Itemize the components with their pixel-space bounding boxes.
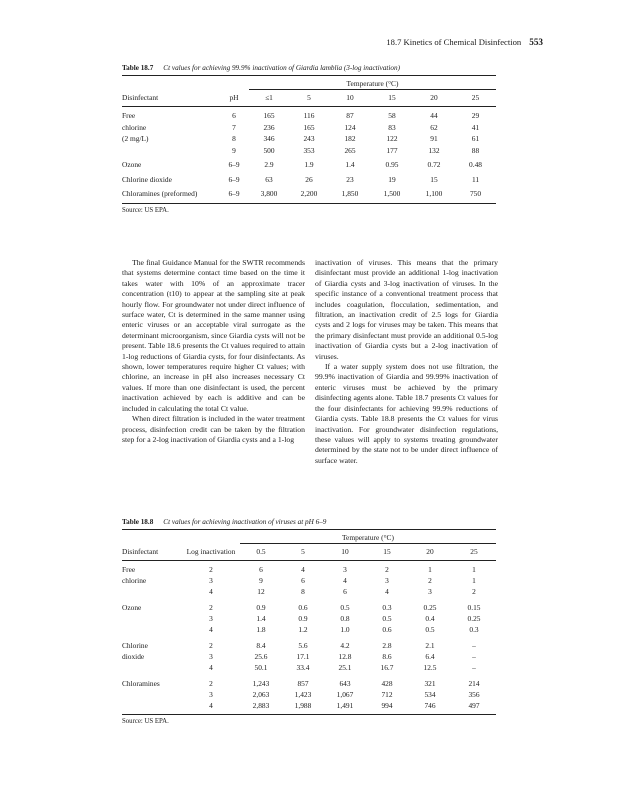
column-header: 10 xyxy=(341,547,349,556)
table-cell: 19 xyxy=(388,174,396,184)
table-cell: 0.5 xyxy=(382,614,392,623)
table-cell: 1,988 xyxy=(294,701,312,710)
table-cell: 124 xyxy=(344,122,356,132)
table-18-8 xyxy=(122,518,496,725)
row-label-cell: dioxide xyxy=(122,652,145,661)
table-cell: 1 xyxy=(472,576,476,585)
column-header-row xyxy=(122,90,496,107)
table-cell: 0.4 xyxy=(425,614,435,623)
column-header: 20 xyxy=(426,547,434,556)
table-cell: 11 xyxy=(471,174,480,184)
table-row xyxy=(122,575,496,586)
table-body xyxy=(122,107,496,203)
table-cell: 0.48 xyxy=(469,160,482,170)
table-cell: 265 xyxy=(344,145,356,155)
running-head xyxy=(386,37,543,47)
table-cell: 3 xyxy=(385,576,389,585)
table-cell: 165 xyxy=(303,122,315,132)
row-label-cell xyxy=(122,145,219,157)
table-cell: 243 xyxy=(303,134,315,144)
table-cell: 2,883 xyxy=(252,701,270,710)
table-cell: 353 xyxy=(303,145,315,155)
table-cell: 91 xyxy=(430,134,438,144)
column-header: 15 xyxy=(383,547,391,556)
table-cell: 16.7 xyxy=(380,663,394,672)
column-header: Disinfectant xyxy=(122,92,159,102)
table-row xyxy=(122,145,496,157)
table-cell: 0.3 xyxy=(469,625,479,634)
paragraph: If a water supply system does not use filtration, the 99.9% inactivation of Giardia and 99.99% inactivation of enteric viruses must be achieved by the primary disinfecting agents alone. Table 18.7 presents Ct values for the four disinfectants for achieving 99.9% reductions of Giardia cysts. Table 18.8 presents the Ct values for virus inactivation. For groundwater disinfection regulations, these values will apply to systems treating groundwater determined by the state not to be under direct influence of surface water. xyxy=(315,362,498,465)
table-cell: 0.5 xyxy=(340,603,350,612)
left-column xyxy=(122,258,305,445)
table-cell: 356 xyxy=(468,690,480,699)
table-cell: 2 xyxy=(209,679,213,688)
table-cell: 534 xyxy=(424,690,436,699)
table-cell: 122 xyxy=(386,134,398,144)
table-cell: 116 xyxy=(303,111,315,121)
table-cell: 712 xyxy=(381,690,393,699)
table-row xyxy=(122,624,496,635)
table-cell: 746 xyxy=(424,701,436,710)
table-cell: 3 xyxy=(209,614,213,623)
column-header-row xyxy=(122,544,496,561)
table-row xyxy=(122,689,496,700)
table-cell: 9 xyxy=(232,145,236,155)
table-cell: 2,063 xyxy=(252,690,270,699)
table-cell: 4 xyxy=(209,663,213,672)
table-cell: 0.95 xyxy=(385,160,399,170)
row-label-cell: Chloramines xyxy=(122,679,160,688)
table-cell: 50.1 xyxy=(254,663,268,672)
table-cell: 500 xyxy=(263,145,275,155)
table-cell: 3 xyxy=(209,576,213,585)
table-row xyxy=(122,662,496,673)
temperature-header: Temperature (°C) xyxy=(249,76,496,90)
table-row xyxy=(122,171,496,186)
table-cell: 4 xyxy=(209,587,213,596)
table-cell: 0.3 xyxy=(382,603,392,612)
paragraph: When direct filtration is included in the water treatment process, disinfection credit can be taken by the filtration step for a 2-log inactivation of Giardia cysts and a 1-log xyxy=(122,414,305,444)
table-cell: – xyxy=(472,652,476,661)
table-cell: 4.2 xyxy=(340,641,350,650)
table-cell: 7 xyxy=(232,122,236,132)
column-header: 20 xyxy=(430,93,438,102)
table-cell: 1 xyxy=(428,565,432,574)
table-cell: 1.2 xyxy=(298,625,308,634)
table-cell: 0.72 xyxy=(427,160,441,170)
column-header: 15 xyxy=(388,93,396,102)
row-label-cell xyxy=(122,700,182,714)
table-cell: 41 xyxy=(471,122,480,132)
table-cell: 1,850 xyxy=(341,189,359,199)
table-cell: 1,500 xyxy=(383,189,401,199)
table-cell: 643 xyxy=(339,679,351,688)
table-cell: 6 xyxy=(232,111,236,121)
table-cell: 83 xyxy=(388,122,396,132)
table-row xyxy=(122,700,496,714)
table-cell: 750 xyxy=(469,189,482,199)
table-cell: 6–9 xyxy=(228,160,240,170)
table-cell: 1.8 xyxy=(256,625,266,634)
table-cell: 2 xyxy=(472,587,476,596)
table-cell: 87 xyxy=(346,111,354,121)
table-cell: 182 xyxy=(344,134,356,144)
table-cell: 26 xyxy=(305,174,313,184)
table-cell: 428 xyxy=(381,679,393,688)
table-18-7-grid xyxy=(122,76,496,203)
column-header: 5 xyxy=(307,93,311,102)
column-header: 25 xyxy=(471,93,480,102)
table-cell: 62 xyxy=(430,122,438,132)
table-cell: 1.4 xyxy=(345,160,355,170)
table-row xyxy=(122,185,496,203)
table-cell: 2 xyxy=(209,603,213,612)
table-row xyxy=(122,156,496,171)
table-cell: 1,243 xyxy=(252,679,270,688)
table-cell: 3 xyxy=(209,652,213,661)
row-label-cell: Ozone xyxy=(122,603,142,612)
table-cell: 1,423 xyxy=(294,690,312,699)
table-18-7 xyxy=(122,64,496,214)
table-cell: 0.6 xyxy=(298,603,308,612)
table-cell: 2 xyxy=(428,576,432,585)
column-header: 10 xyxy=(346,93,354,102)
table-cell: 2,200 xyxy=(300,189,318,199)
table-cell: 497 xyxy=(468,701,480,710)
table-cell: 4 xyxy=(209,701,213,710)
table-cell: 4 xyxy=(385,587,389,596)
table-cell: 236 xyxy=(263,122,275,132)
table-cell: 61 xyxy=(471,134,480,144)
table-cell: 23 xyxy=(346,174,354,184)
table-cell: 2 xyxy=(385,565,389,574)
table-cell: 3 xyxy=(209,690,213,699)
table-cell: 1,100 xyxy=(425,189,443,199)
temperature-header: Temperature (°C) xyxy=(240,530,496,544)
table-cell: 165 xyxy=(263,111,275,121)
table-cell: – xyxy=(472,641,476,650)
paragraph: The final Guidance Manual for the SWTR recommends that systems determine contact time based on the time it takes water with 10% of an approximate tracer concentration (t10) to appear at the sampling site at peak hourly flow. For groundwater not under direct influence of surface water, Ct is determined in the same manner using enteric viruses or an acceptable viral surrogate as the determinant microorganism, since Giardia cysts will not be present. Table 18.6 presents the Ct values required to attain 1-log reductions of Giardia cysts, for four disinfectants. As shown, lower temperatures require higher Ct values; with chlorine, an increase in pH also increases necessary Ct values. If more than one disinfectant is used, the percent inactivation achieved by each is additive and can be included in calculating the total Ct value. xyxy=(122,258,305,413)
table-cell: 0.6 xyxy=(382,625,392,634)
table-cell: 0.9 xyxy=(298,614,308,623)
row-label-cell xyxy=(122,624,182,635)
table-18-7-caption-text: Ct values for achieving 99.9% inactivation of Giardia lamblia (3-log inactivation) xyxy=(163,64,400,72)
table-cell: 3 xyxy=(428,587,432,596)
table-cell: 6 xyxy=(301,576,305,585)
table-cell: 857 xyxy=(297,679,309,688)
table-row xyxy=(122,635,496,651)
table-cell: 8 xyxy=(301,587,305,596)
table-cell: 1.0 xyxy=(340,625,350,634)
table-cell: 6–9 xyxy=(228,189,240,199)
right-column xyxy=(315,258,498,466)
table-cell: 6.4 xyxy=(425,652,435,661)
table-cell: 12 xyxy=(257,587,265,596)
row-label-cell: Free xyxy=(122,565,136,574)
table-cell: 132 xyxy=(428,145,440,155)
table-cell: 1,491 xyxy=(336,701,354,710)
column-header: pH xyxy=(229,92,239,102)
row-label-cell: Chlorine xyxy=(122,641,148,650)
table-cell: 17.1 xyxy=(296,652,310,661)
table-18-8-caption xyxy=(122,518,496,526)
table-row xyxy=(122,597,496,613)
running-head-section: 18.7 Kinetics of Chemical Disinfection xyxy=(386,37,522,47)
table-cell: 0.9 xyxy=(256,603,266,612)
table-cell: 2 xyxy=(209,641,213,650)
table-cell: 6–9 xyxy=(228,174,240,184)
table-cell: 63 xyxy=(265,174,273,184)
table-cell: 33.4 xyxy=(296,663,310,672)
table-row xyxy=(122,133,496,145)
column-header: 5 xyxy=(301,547,305,556)
table-cell: 6 xyxy=(343,587,347,596)
table-cell: 88 xyxy=(471,145,480,155)
table-cell: 44 xyxy=(430,111,438,121)
table-18-8-grid xyxy=(122,530,496,714)
row-label-cell xyxy=(122,586,182,597)
table-cell: 4 xyxy=(209,625,213,634)
table-cell: 8 xyxy=(232,134,236,144)
row-label-cell xyxy=(122,689,182,700)
table-cell: 1.9 xyxy=(304,160,314,170)
table-cell: 2.1 xyxy=(425,641,435,650)
table-cell: 8.4 xyxy=(256,641,266,650)
row-label-cell: chlorine xyxy=(122,122,147,132)
table-cell: 4 xyxy=(343,576,347,585)
table-18-8-caption-text: Ct values for achieving inactivation of viruses at pH 6–9 xyxy=(163,518,327,526)
table-cell: 214 xyxy=(468,679,480,688)
table-cell: 9 xyxy=(259,576,263,585)
table-cell: 1.4 xyxy=(256,614,266,623)
table-row xyxy=(122,673,496,689)
table-cell: 0.5 xyxy=(425,625,435,634)
table-18-8-label: Table 18.8 xyxy=(122,518,154,526)
table-cell: 29 xyxy=(471,111,480,121)
table-cell: 12.5 xyxy=(423,663,437,672)
row-label-cell: Free xyxy=(122,111,136,121)
table-row xyxy=(122,107,496,122)
table-cell: 2.8 xyxy=(382,641,392,650)
table-cell: 5.6 xyxy=(298,641,308,650)
row-label-cell: Chlorine dioxide xyxy=(122,174,172,184)
table-18-8-source: Source: US EPA. xyxy=(122,718,169,725)
table-cell: 8.6 xyxy=(382,652,392,661)
table-bottom-rule xyxy=(122,203,496,204)
table-cell: 58 xyxy=(388,111,396,121)
table-cell: 12.8 xyxy=(338,652,352,661)
column-header: 25 xyxy=(470,547,478,556)
column-header: ≤1 xyxy=(265,93,273,102)
table-body xyxy=(122,561,496,715)
table-cell: – xyxy=(472,663,476,672)
table-cell: 0.25 xyxy=(423,603,437,612)
table-cell: 2 xyxy=(209,565,213,574)
table-18-7-caption xyxy=(122,64,496,72)
column-header: Disinfectant xyxy=(122,546,159,556)
table-cell: 2.9 xyxy=(264,160,274,170)
page-number: 553 xyxy=(529,37,543,47)
table-bottom-rule xyxy=(122,714,496,715)
row-label-cell: Ozone xyxy=(122,160,142,170)
table-row xyxy=(122,122,496,134)
table-cell: 3 xyxy=(343,565,347,574)
table-cell: 3,800 xyxy=(260,189,278,199)
table-cell: 0.25 xyxy=(467,614,481,623)
table-row xyxy=(122,561,496,576)
table-cell: 0.15 xyxy=(467,603,481,612)
table-row xyxy=(122,651,496,662)
row-label-cell: Chloramines (preformed) xyxy=(122,189,198,199)
paragraph: inactivation of viruses. This means that the primary disinfectant must provide an additional 1-log inactivation of Giardia cysts and 3-log inactivation of viruses. In the specific instance of a conventional treatment process that includes coagulation, flocculation, sedimentation, and filtration, an inactivation credit of 2.5 logs for Giardia cysts and 2 logs for viruses may be taken. This means that the primary disinfectant must provide an additional 0.5-log inactivation of Giardia cysts but a 2-log inactivation of viruses. xyxy=(315,258,498,361)
table-row xyxy=(122,586,496,597)
column-header: Log inactivation xyxy=(186,546,236,556)
table-cell: 1,067 xyxy=(336,690,354,699)
table-cell: 346 xyxy=(263,134,275,144)
table-row xyxy=(122,613,496,624)
table-cell: 1 xyxy=(472,565,476,574)
table-cell: 4 xyxy=(301,565,305,574)
row-label-cell: chlorine xyxy=(122,576,147,585)
table-cell: 25.6 xyxy=(254,652,268,661)
table-cell: 177 xyxy=(386,145,398,155)
table-18-7-source: Source: US EPA. xyxy=(122,206,169,214)
table-cell: 994 xyxy=(381,701,393,710)
row-label-cell xyxy=(122,662,182,673)
row-label-cell: (2 mg/L) xyxy=(122,134,149,144)
table-cell: 6 xyxy=(259,565,263,574)
table-cell: 0.8 xyxy=(340,614,350,623)
table-cell: 15 xyxy=(430,174,438,184)
column-header: 0.5 xyxy=(256,547,266,556)
table-18-7-label: Table 18.7 xyxy=(122,64,154,72)
table-cell: 25.1 xyxy=(338,663,352,672)
table-cell: 321 xyxy=(424,679,436,688)
row-label-cell xyxy=(122,613,182,624)
